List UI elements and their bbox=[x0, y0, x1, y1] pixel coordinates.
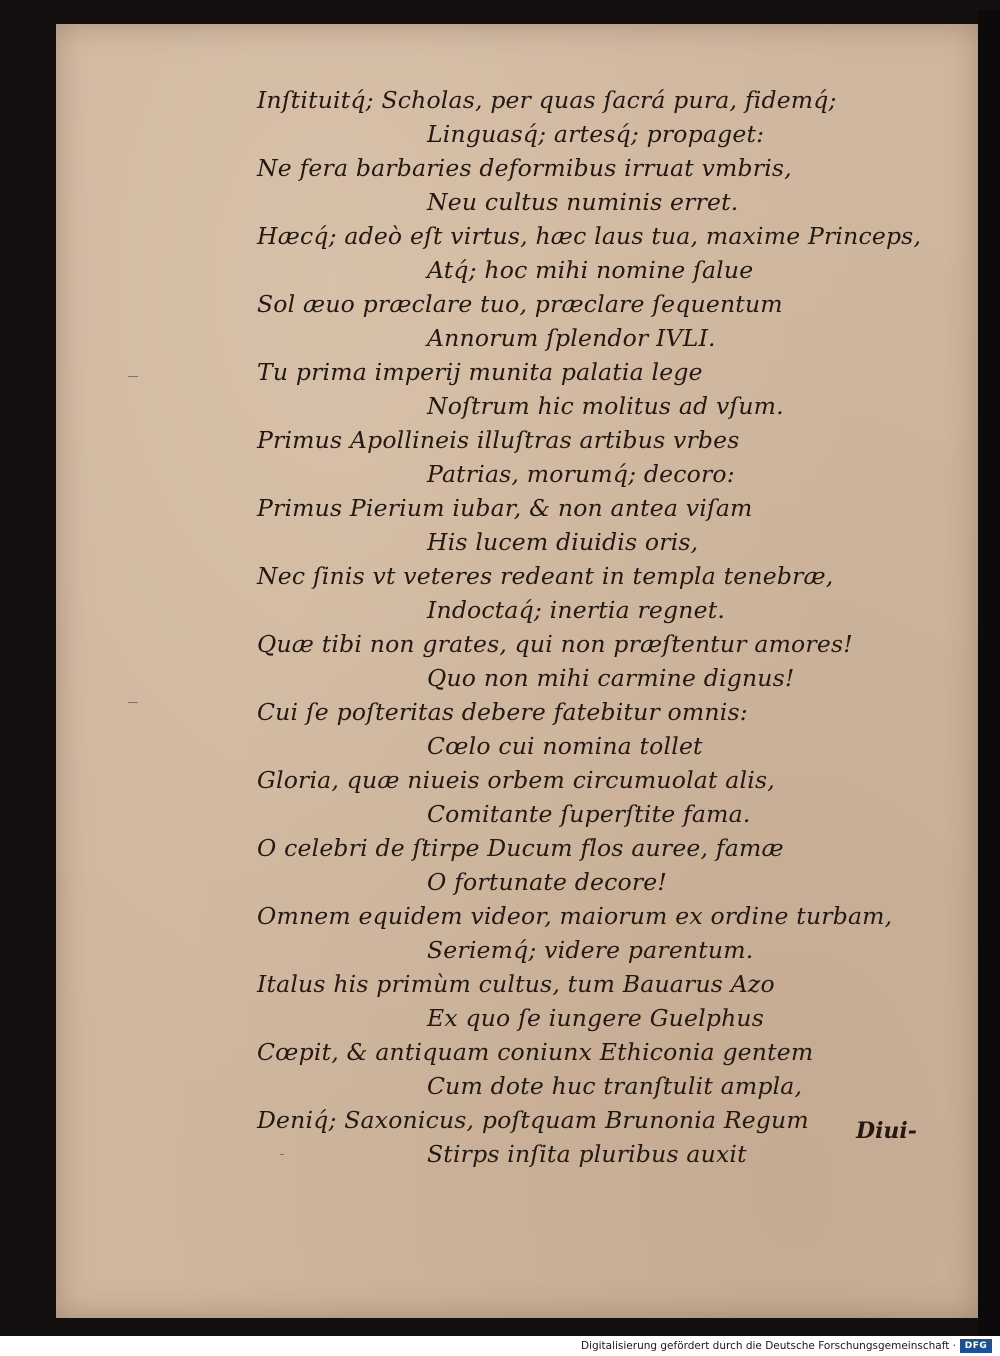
verse-line: Linguasq́; artesq́; propaget: bbox=[427, 120, 765, 148]
verse-line: Italus his primùm cultus, tum Bauarus Azo bbox=[257, 970, 775, 998]
verse-line: Stirps inſita pluribus auxit bbox=[427, 1140, 747, 1168]
verse-line: Omnem equidem videor, maiorum ex ordine turbam, bbox=[257, 902, 893, 930]
book-page bbox=[56, 24, 978, 1318]
dfg-logo: DFG bbox=[960, 1339, 992, 1353]
paper-speck bbox=[128, 702, 138, 703]
verse-line: Gloria, quæ niueis orbem circumuolat alis, bbox=[257, 766, 775, 794]
verse-line: Hæcq́; adeò eſt virtus, hæc laus tua, maxime Princeps, bbox=[257, 222, 922, 250]
verse-line: O celebri de ſtirpe Ducum flos auree, famæ bbox=[257, 834, 784, 862]
verse-line: Primus Pierium iubar, & non antea viſam bbox=[257, 494, 753, 522]
verse-line: Nec ſinis vt veteres redeant in templa tenebræ, bbox=[257, 562, 834, 590]
paper-speck bbox=[280, 1154, 284, 1155]
verse-line: Annorum ſplendor IVLI. bbox=[427, 324, 716, 352]
verse-line: Cum dote huc tranſtulit ampla, bbox=[427, 1072, 803, 1100]
verse-line: His lucem diuidis oris, bbox=[427, 528, 699, 556]
verse-line: Deniq́; Saxonicus, poſtquam Brunonia Regum bbox=[257, 1106, 809, 1134]
catchword: Diui- bbox=[856, 1118, 917, 1144]
book-spine-edge bbox=[978, 10, 1000, 1336]
verse-line: Noſtrum hic molitus ad vſum. bbox=[427, 392, 784, 420]
verse-line: Comitante ſuperſtite fama. bbox=[427, 800, 751, 828]
verse-line: Quæ tibi non grates, qui non præſtentur amores! bbox=[257, 630, 853, 658]
verse-line: Atq́; hoc mihi nomine ſalue bbox=[427, 256, 754, 284]
verse-line: Seriemq́; videre parentum. bbox=[427, 936, 754, 964]
verse-line: Cœlo cui nomina tollet bbox=[427, 732, 703, 760]
verse-line: Cui ſe poſteritas debere fatebitur omnis: bbox=[257, 698, 748, 726]
verse-line: Cœpit, & antiquam coniunx Ethiconia gentem bbox=[257, 1038, 814, 1066]
verse-line: Patrias, morumq́; decoro: bbox=[427, 460, 735, 488]
paper-speck bbox=[128, 376, 138, 377]
verse-line: Neu cultus numinis erret. bbox=[427, 188, 739, 216]
verse-line: Tu prima imperij munita palatia lege bbox=[257, 358, 703, 386]
verse-line: Primus Apollineis illuſtras artibus vrbes bbox=[257, 426, 740, 454]
poem-verses bbox=[56, 24, 978, 1318]
verse-line: Quo non mihi carmine dignus! bbox=[427, 664, 795, 692]
verse-line: Ex quo ſe iungere Guelphus bbox=[427, 1004, 764, 1032]
verse-line: Ne fera barbaries deformibus irruat vmbris, bbox=[257, 154, 792, 182]
funding-credit-text: Digitalisierung gefördert durch die Deutsche Forschungsgemeinschaft · bbox=[580, 1340, 956, 1352]
verse-line: Inſtituitq́; Scholas, per quas ſacrá pura, fidemq́; bbox=[257, 86, 837, 114]
verse-line: Indoctaq́; inertia regnet. bbox=[427, 596, 726, 624]
verse-line: O fortunate decore! bbox=[427, 868, 668, 896]
verse-line: Sol æuo præclare tuo, præclare ſequentum bbox=[257, 290, 783, 318]
